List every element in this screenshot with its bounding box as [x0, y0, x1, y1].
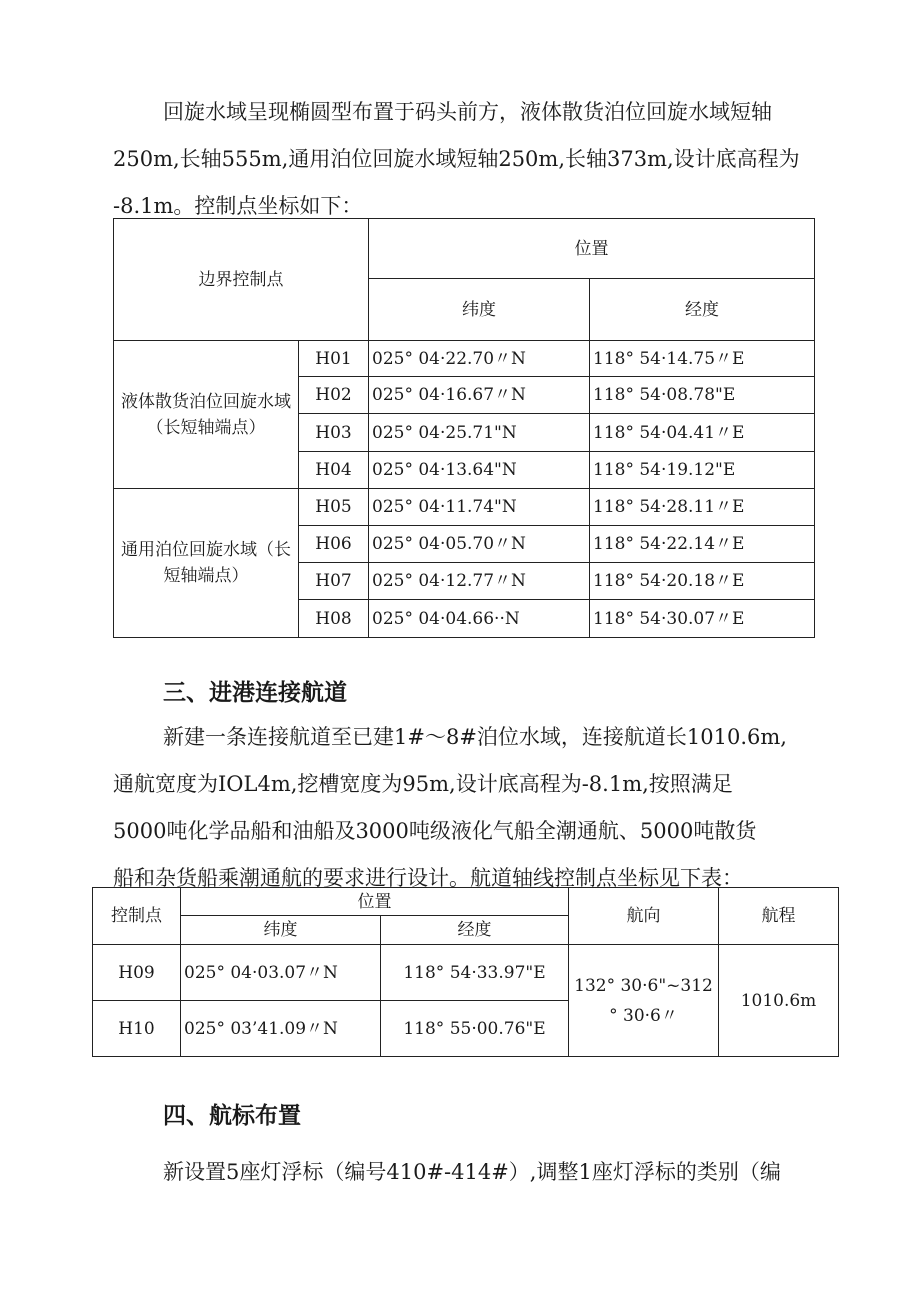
- latitude-value: 025° 04·25.71"N: [369, 414, 590, 452]
- section-3-paragraph: [113, 714, 838, 902]
- latitude-value: 025° 04·04.66··N: [369, 600, 590, 638]
- longitude-value: 118° 54·08.78"E: [590, 377, 815, 414]
- table-row: [114, 489, 815, 526]
- group-general-cargo-label: 通用泊位回旋水域（长短轴端点）: [114, 489, 299, 638]
- longitude-value: 118° 54·04.41〃E: [590, 414, 815, 452]
- table-row: [114, 341, 815, 377]
- longitude-header: 经度: [381, 916, 569, 945]
- turning-basin-control-points-table: [113, 218, 815, 638]
- section-4-heading: 四、航标布置: [163, 1103, 301, 1129]
- point-id: H06: [299, 526, 369, 563]
- latitude-value: 025° 04·13.64"N: [369, 452, 590, 489]
- latitude-value: 025° 03’41.09〃N: [181, 1001, 381, 1057]
- latitude-header: 纬度: [181, 916, 381, 945]
- longitude-value: 118° 54·22.14〃E: [590, 526, 815, 563]
- point-id: H02: [299, 377, 369, 414]
- section-3-line-2: 通航宽度为IOL4m,挖槽宽度为95m,设计底高程为-8.1m,按照满足: [113, 772, 733, 796]
- latitude-value: 025° 04·16.67〃N: [369, 377, 590, 414]
- control-point-header: 控制点: [93, 888, 181, 945]
- longitude-value: 118° 54·19.12"E: [590, 452, 815, 489]
- distance-header: 航程: [719, 888, 839, 945]
- intro-line-1: 回旋水域呈现椭圆型布置于码头前方，液体散货泊位回旋水域短轴: [163, 100, 772, 124]
- longitude-header: 经度: [590, 279, 815, 341]
- point-id: H10: [93, 1001, 181, 1057]
- intro-line-3: -8.1m。控制点坐标如下：: [113, 194, 363, 218]
- intro-line-2: 250m,长轴555m,通用泊位回旋水域短轴250m,长轴373m,设计底高程为: [113, 147, 800, 171]
- longitude-value: 118° 54·14.75〃E: [590, 341, 815, 377]
- course-cell: [569, 945, 719, 1057]
- section-3-line-3: 5000吨化学品船和油船及3000吨级液化气船全潮通航、5000吨散货: [113, 819, 757, 843]
- latitude-value: 025° 04·22.70〃N: [369, 341, 590, 377]
- group-liquid-bulk-label: 液体散货泊位回旋水域（长短轴端点）: [114, 341, 299, 489]
- point-id: H09: [93, 945, 181, 1001]
- point-id: H07: [299, 563, 369, 600]
- point-id: H01: [299, 341, 369, 377]
- latitude-value: 025° 04·05.70〃N: [369, 526, 590, 563]
- channel-control-points-table: [92, 887, 839, 1057]
- section-4-paragraph: [113, 1149, 838, 1196]
- longitude-value: 118° 54·33.97"E: [381, 945, 569, 1001]
- latitude-value: 025° 04·03.07〃N: [181, 945, 381, 1001]
- distance-value: 1010.6m: [719, 945, 839, 1057]
- section-3-line-4: 船和杂货船乘潮通航的要求进行设计。航道轴线控制点坐标见下表：: [113, 866, 743, 890]
- latitude-value: 025° 04·12.77〃N: [369, 563, 590, 600]
- longitude-value: 118° 55·00.76"E: [381, 1001, 569, 1057]
- point-id: H05: [299, 489, 369, 526]
- intro-paragraph: [113, 89, 838, 230]
- longitude-value: 118° 54·20.18〃E: [590, 563, 815, 600]
- longitude-value: 118° 54·30.07〃E: [590, 600, 815, 638]
- section-3-line-1: 新建一条连接航道至已建1#～8#泊位水域，连接航道长1010.6m,: [163, 725, 787, 749]
- course-header: 航向: [569, 888, 719, 945]
- point-id: H03: [299, 414, 369, 452]
- section-3-heading: 三、进港连接航道: [163, 680, 347, 706]
- latitude-value: 025° 04·11.74"N: [369, 489, 590, 526]
- boundary-point-header: 边界控制点: [114, 219, 369, 341]
- point-id: H08: [299, 600, 369, 638]
- latitude-header: 纬度: [369, 279, 590, 341]
- table-row: [93, 945, 839, 1001]
- longitude-value: 118° 54·28.11〃E: [590, 489, 815, 526]
- course-value-line-1: 132° 30·6"~312: [574, 975, 713, 996]
- section-4-line-1: 新设置5座灯浮标（编号410#-414#）,调整1座灯浮标的类别（编: [163, 1160, 781, 1184]
- position-header: 位置: [181, 888, 569, 916]
- point-id: H04: [299, 452, 369, 489]
- position-header: 位置: [369, 219, 815, 279]
- course-value-line-2: ° 30·6〃: [609, 1005, 678, 1026]
